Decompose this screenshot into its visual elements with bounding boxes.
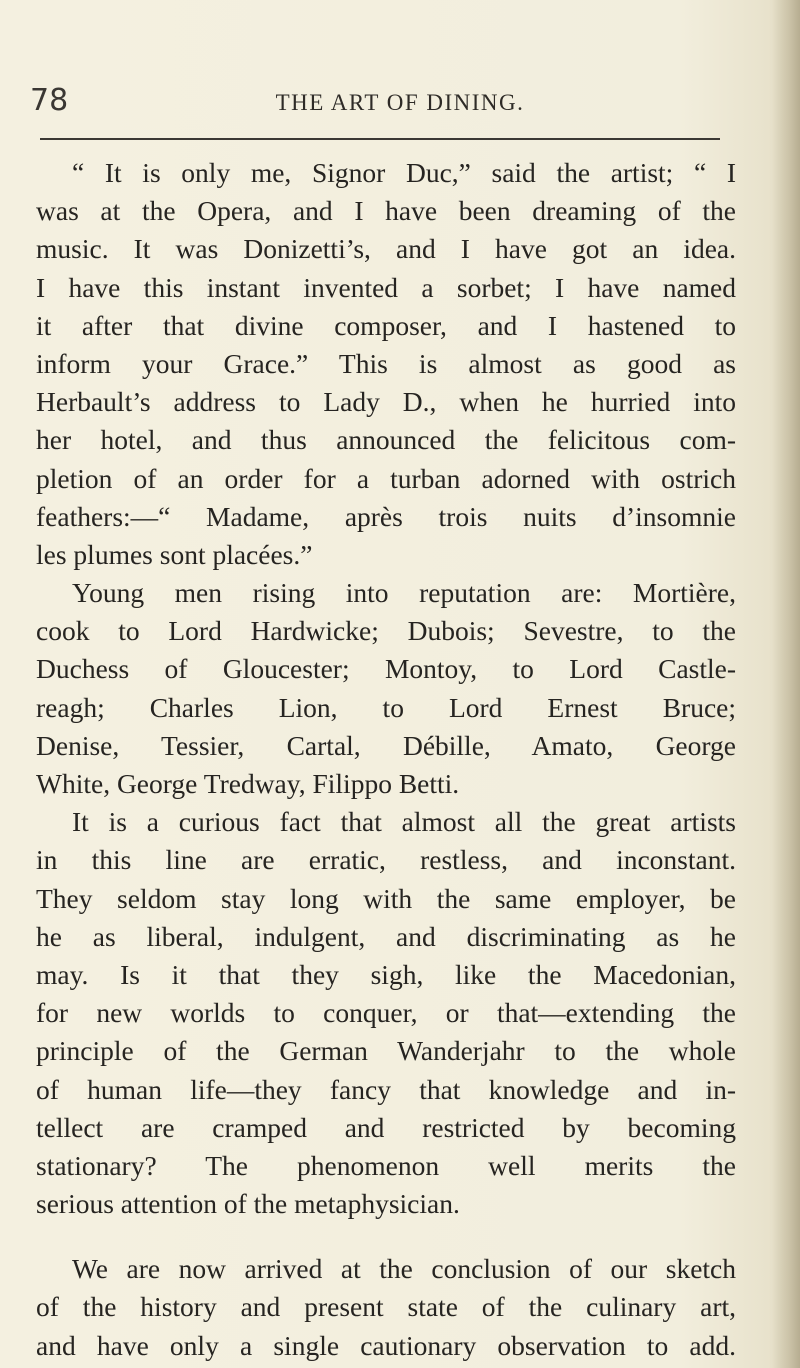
page-number: 78 bbox=[30, 83, 69, 118]
text-line: and have only a single cautionary observation to add. bbox=[36, 1329, 736, 1361]
page-edge-shadow bbox=[772, 0, 800, 1368]
text-line: Duchess of Gloucester; Montoy, to Lord Castle- bbox=[36, 653, 736, 685]
text-line: stationary? The phenomenon well merits the bbox=[36, 1149, 736, 1181]
text-line: principle of the German Wanderjahr to the whole bbox=[36, 1035, 736, 1067]
text-line: pletion of an order for a turban adorned with ostrich bbox=[36, 462, 736, 494]
text-line: I have this instant invented a sorbet; I have named bbox=[36, 271, 736, 303]
paragraph bbox=[36, 154, 736, 574]
text-line: reagh; Charles Lion, to Lord Ernest Bruce; bbox=[36, 691, 736, 723]
header-rule bbox=[40, 138, 720, 140]
text-line: inform your Grace.” This is almost as good as bbox=[36, 347, 736, 379]
text-line: It is a curious fact that almost all the great artists bbox=[72, 806, 736, 838]
paragraph bbox=[36, 803, 736, 1223]
text-line: Denise, Tessier, Cartal, Débille, Amato, George bbox=[36, 729, 736, 761]
text-line: music. It was Donizetti’s, and I have got an idea. bbox=[36, 233, 736, 265]
text-line: They seldom stay long with the same employer, be bbox=[36, 882, 736, 914]
text-line: for new worlds to conquer, or that—extending the bbox=[36, 997, 736, 1029]
text-line: cook to Lord Hardwicke; Dubois; Sevestre, to the bbox=[36, 615, 736, 647]
text-line: White, George Tredway, Filippo Betti. bbox=[36, 768, 460, 799]
running-head: THE ART OF DINING. bbox=[275, 90, 525, 115]
body-text bbox=[36, 154, 736, 1365]
text-line: Herbault’s address to Lady D., when he hurried into bbox=[36, 386, 736, 418]
text-line: serious attention of the metaphysician. bbox=[36, 1188, 460, 1220]
text-line: he as liberal, indulgent, and discriminating as he bbox=[36, 920, 736, 952]
text-line: Young men rising into reputation are: Mortière, bbox=[72, 577, 736, 609]
paragraph bbox=[36, 574, 736, 803]
text-line: in this line are erratic, restless, and inconstant. bbox=[36, 844, 736, 876]
text-line: her hotel, and thus announced the felicitous com- bbox=[36, 424, 736, 456]
text-line: We are now arrived at the conclusion of our sketch bbox=[72, 1253, 736, 1285]
text-line: was at the Opera, and I have been dreaming of the bbox=[36, 195, 736, 227]
text-line: tellect are cramped and restricted by becoming bbox=[36, 1111, 736, 1143]
paragraph bbox=[36, 1250, 736, 1365]
text-line: “ It is only me, Signor Duc,” said the artist; “ I bbox=[72, 157, 736, 188]
text-line: feathers:—“ Madame, après trois nuits d’insomnie bbox=[36, 500, 736, 532]
paragraph-gap bbox=[36, 1223, 736, 1250]
text-line: may. Is it that they sigh, like the Macedonian, bbox=[36, 958, 736, 990]
text-line: of human life—they fancy that knowledge and in- bbox=[36, 1073, 736, 1105]
text-line: it after that divine composer, and I hastened to bbox=[36, 309, 736, 341]
text-line: of the history and present state of the culinary art, bbox=[36, 1291, 736, 1323]
text-line: les plumes sont placées.” bbox=[36, 538, 313, 570]
